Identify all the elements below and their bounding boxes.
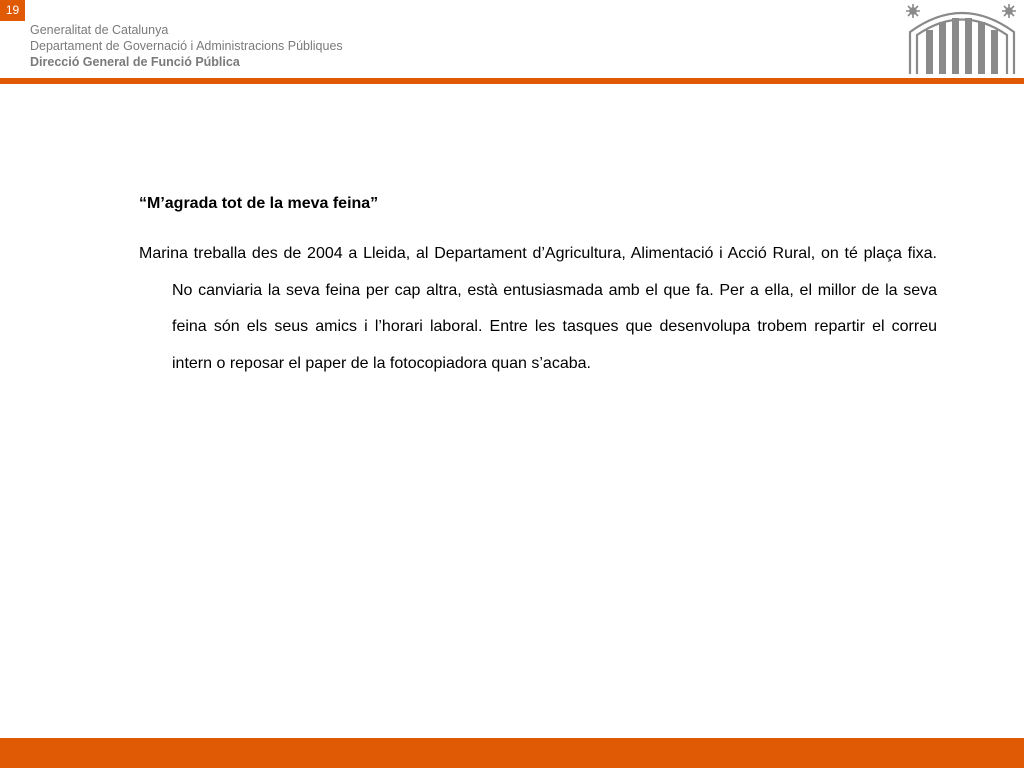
- body-paragraph: Marina treballa des de 2004 a Lleida, al Departament d’Agricultura, Alimentació i Acció Rural, on té plaça fixa. No canviaria la seva feina per cap altra, està entusiasmada amb el que fa. Per a ella, el millor de la seva feina són els seus amics i l’horari laboral. Entre les tasques que desenvolupa trobem repartir el correu intern o reposar el paper de la fotocopiadora quan s’acaba.: [139, 245, 937, 372]
- header-line-directorate: Direcció General de Funció Pública: [30, 55, 240, 69]
- main-content: [139, 192, 937, 382]
- quote-title: “M’agrada tot de la meva feina”: [139, 195, 379, 212]
- header-organization: [30, 22, 343, 70]
- header-line-department: Departament de Governació i Administracions Públiques: [30, 39, 343, 53]
- header-line-government: Generalitat de Catalunya: [30, 23, 169, 37]
- header-divider: [0, 78, 1024, 84]
- slide-number-badge: 19: [0, 0, 25, 21]
- generalitat-logo-icon: [906, 2, 1018, 76]
- footer-bar: [0, 738, 1024, 768]
